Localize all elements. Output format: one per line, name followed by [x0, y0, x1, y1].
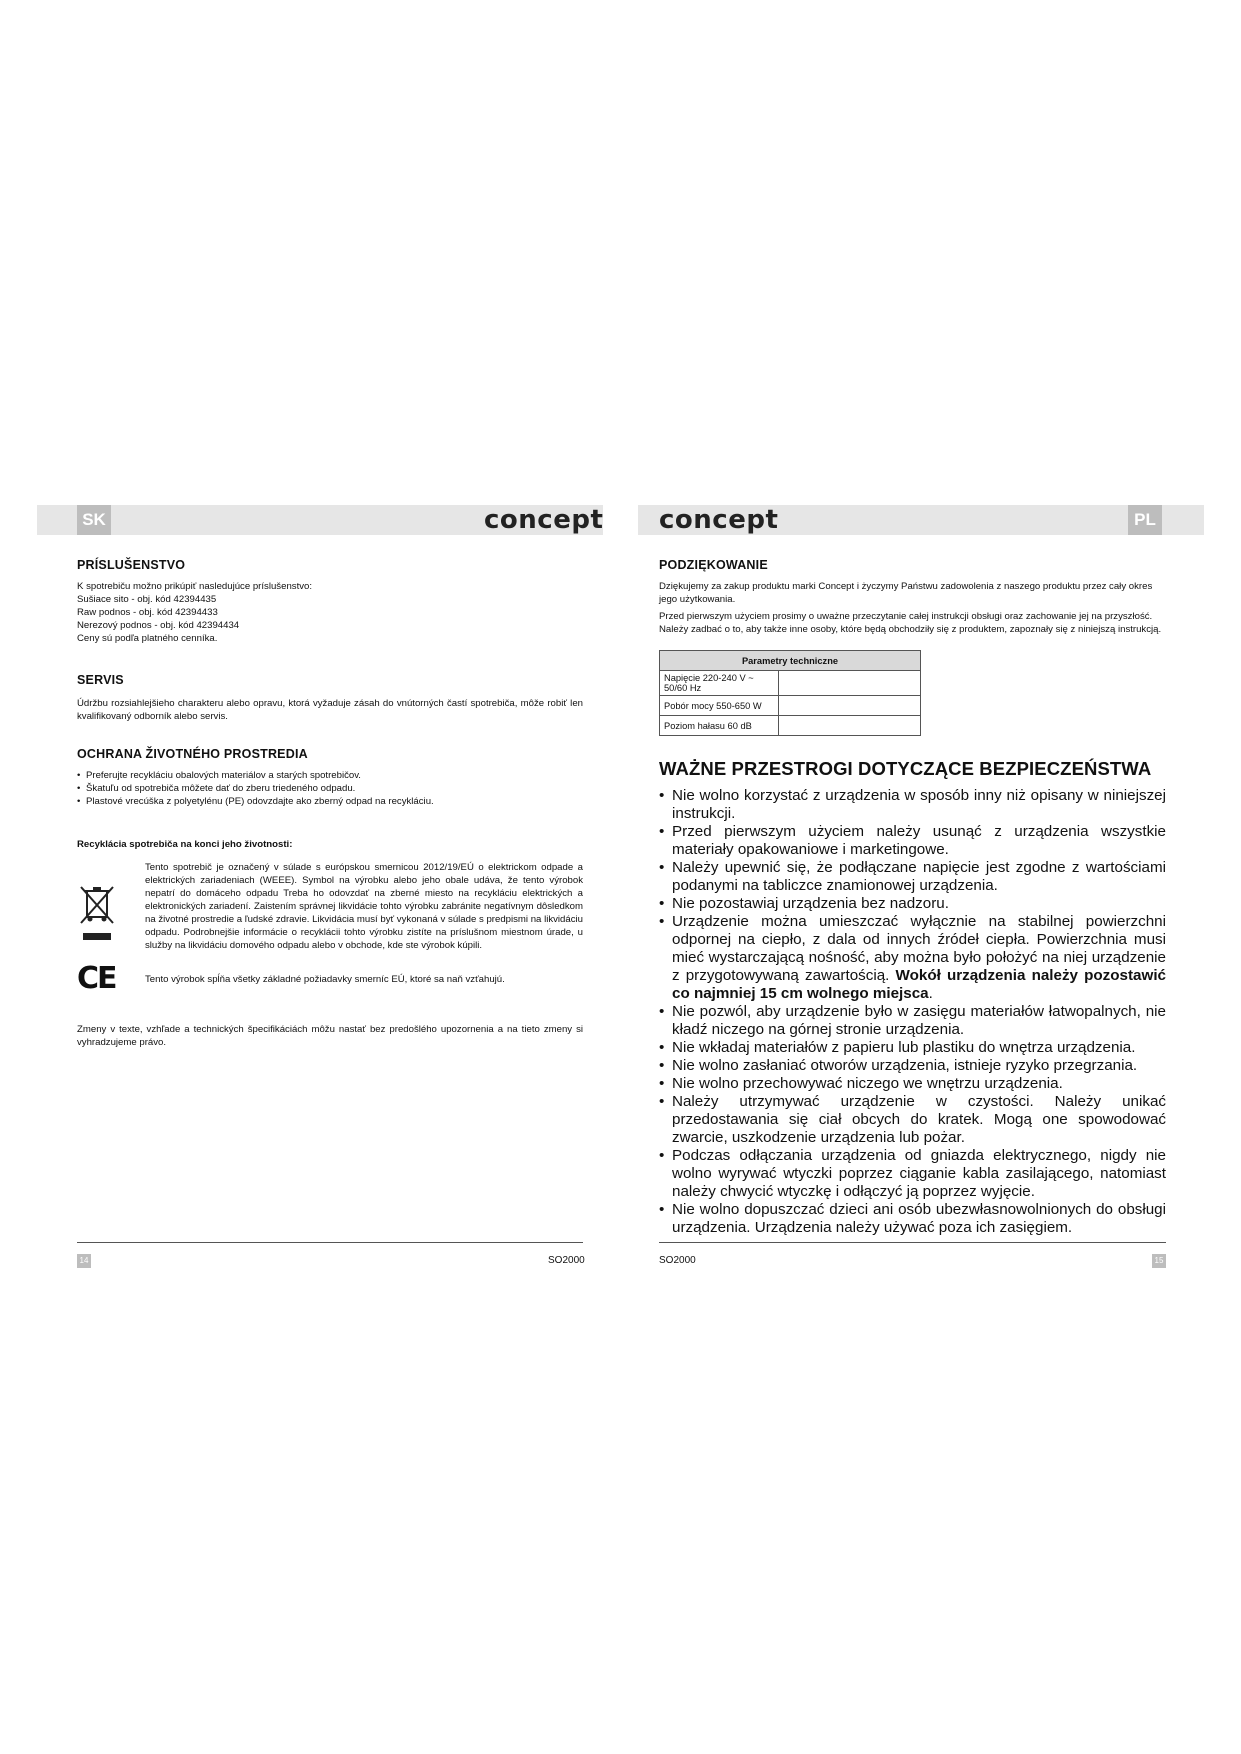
list-item: • Nie wolno zasłaniać otworów urządzenia, istnieje ryzyko przegrzania.	[659, 1057, 1166, 1075]
recycling-text: Tento spotrebič je označený v súlade s európskou smernicou 2012/19/EÚ o elektrickom odpade a elektrických zariadeniach (WEEE). Symbol na výrobku alebo jeho obale udáva, že tento výrobok nepatrí do domáceho odpadu Treba ho odovzdať na zberné miesto na recykláciu elektrických a elektronických zariadení. Zaistením správnej likvidácie tohto výrobku zabránite negatívnym dôsledkom na životné prostredie a ľudské zdravie. Likvidácia musí byť vykonaná v súlade s predpismi na likvidáciu odpadu. Podrobnejšie informácie o recyklácii tohto výrobku zistíte na príslušnom miestnom úrade, u služby na likvidáciu domového odpadu alebo v obchode, kde ste výrobok kúpili.	[145, 862, 583, 951]
accessories-line: Ceny sú podľa platného cenníka.	[77, 633, 218, 644]
thanks-title: PODZIĘKOWANIE	[659, 558, 768, 572]
list-item: • Nie pozostawiaj urządzenia bez nadzoru.	[659, 895, 1166, 913]
brand-logo-right: concept	[659, 505, 779, 535]
thanks-section	[659, 558, 1166, 636]
accessories-line: Raw podnos - obj. kód 42394433	[77, 607, 218, 618]
list-item: • Škatuľu od spotrebiča môžete dať do zberu triedeného odpadu.	[77, 782, 583, 795]
environment-title: OCHRANA ŽIVOTNÉHO PROSTREDIA	[77, 747, 308, 761]
list-item	[659, 913, 1166, 1003]
safety-list	[659, 787, 1166, 1237]
list-item: • Należy utrzymywać urządzenie w czystości. Należy unikać przedostawania się ciał obcych do kratek. Mogą one spowodować zwarcie, uszkodzenie urządzenia lub pożar.	[659, 1093, 1166, 1147]
accessories-title: PRÍSLUŠENSTVO	[77, 558, 186, 572]
list-item: • Przed pierwszym użyciem należy usunąć z urządzenia wszystkie materiały opakowaniowe i marketingowe.	[659, 823, 1166, 859]
thanks-paragraph: Przed pierwszym użyciem prosimy o uważne przeczytanie całej instrukcji obsługi oraz zachowanie jej na przyszłość. Należy zadbać o to, aby także inne osoby, które będą obchodziły się z produktem, zapoznały się z niniejszą instrukcją.	[659, 611, 1162, 635]
model-code-right: SO2000	[659, 1255, 696, 1266]
list-item: • Nie wolno dopuszczać dzieci ani osób ubezwłasnowolnionych do obsługi urządzenia. Urządzenia należy używać poza ich zasięgiem.	[659, 1201, 1166, 1237]
environment-section	[77, 747, 583, 808]
list-item: • Nie wolno przechowywać niczego we wnętrzu urządzenia.	[659, 1075, 1166, 1093]
language-badge-sk: SK	[77, 505, 111, 535]
service-section	[77, 673, 583, 723]
weee-crossed-bin-icon	[77, 883, 117, 943]
list-item: • Nie pozwól, aby urządzenie było w zasięgu materiałów łatwopalnych, nie kładź niczego na górnej stronie urządzenia.	[659, 1003, 1166, 1039]
list-item: • Plastové vrecúška z polyetylénu (PE) odovzdajte ako zberný odpad na recykláciu.	[77, 795, 583, 808]
accessories-line: K spotrebiču možno prikúpiť nasledujúce príslušenstvo:	[77, 581, 313, 592]
accessories-line: Nerezový podnos - obj. kód 42394434	[77, 620, 240, 631]
recycling-section	[77, 838, 583, 1049]
table-row: Poziom hałasu 60 dB	[660, 716, 779, 736]
accessories-line: Sušiace sito - obj. kód 42394435	[77, 594, 217, 605]
list-item: • Nie wkładaj materiałów z papieru lub plastiku do wnętrza urządzenia.	[659, 1039, 1166, 1057]
safety-item-text: Urządzenie można umieszczać wyłącznie na stabilnej powierzchni odpornej na ciepło, z dala od innych źródeł ciepła. Powierzchnia musi mieć wystarczającą nośność, aby można było położyć na niej urządzenie z przygotowywaną zawartością.	[672, 913, 1166, 984]
safety-item-bold: Wokół urządzenia należy pozostawić co najmniej 15 cm wolnego miejsca	[672, 967, 1166, 1002]
page-number-left: 14	[77, 1254, 91, 1268]
thanks-paragraph: Dziękujemy za zakup produktu marki Concept i życzymy Państwu zadowolenia z naszego produktu przez cały okres jego użytkowania.	[659, 581, 1153, 605]
list-item: • Podczas odłączania urządzenia od gniazda elektrycznego, nigdy nie wolno wyrywać wtyczki poprzez ciąganie kabla zasilającego, natomiast należy chwycić wtyczkę i odłączyć ją poprzez wyjęcie.	[659, 1147, 1166, 1201]
list-item: • Preferujte recykláciu obalových materiálov a starých spotrebičov.	[77, 769, 583, 782]
ce-compliance-text: Tento výrobok spĺňa všetky základné požiadavky smerníc EÚ, ktoré sa naň vzťahujú.	[145, 974, 505, 985]
safety-title: WAŻNE PRZESTROGI DOTYCZĄCE BEZPIECZEŃSTWA	[659, 758, 1152, 779]
environment-list	[77, 769, 583, 808]
recycling-title: Recyklácia spotrebiča na konci jeho životnosti:	[77, 839, 293, 850]
footer-divider-left	[77, 1242, 583, 1243]
technical-parameters-table	[659, 650, 921, 736]
parameters-table-header: Parametry techniczne	[660, 651, 921, 671]
table-row: Napięcie 220-240 V ~ 50/60 Hz	[660, 671, 779, 696]
list-item: • Należy upewnić się, że podłączane napięcie jest zgodne z wartościami podanymi na tabliczce znamionowej urządzenia.	[659, 859, 1166, 895]
accessories-section	[77, 558, 583, 645]
left-page	[77, 558, 583, 1049]
list-item: • Nie wolno korzystać z urządzenia w sposób inny niż opisany w niniejszej instrukcji.	[659, 787, 1166, 823]
table-row: Pobór mocy 550-650 W	[660, 696, 779, 716]
service-title: SERVIS	[77, 673, 124, 687]
model-code-left: SO2000	[548, 1255, 585, 1266]
brand-logo-left: concept	[484, 505, 604, 535]
ce-mark-icon: CE	[77, 961, 116, 996]
language-badge-pl: PL	[1128, 505, 1162, 535]
page-number-right: 15	[1152, 1254, 1166, 1268]
safety-section	[659, 758, 1166, 1237]
right-page	[659, 558, 1166, 1237]
changes-notice: Zmeny v texte, vzhľade a technických špecifikáciách môžu nastať bez predošlého upozornenia a na tieto zmeny si vyhradzujeme právo.	[77, 1024, 583, 1048]
footer-divider-right	[659, 1242, 1166, 1243]
safety-item-end: .	[928, 985, 933, 1002]
service-text: Údržbu rozsiahlejšieho charakteru alebo opravu, ktorá vyžaduje zásah do vnútorných častí spotrebiča, môže robiť len kvalifikovaný odborník alebo servis.	[77, 698, 583, 722]
